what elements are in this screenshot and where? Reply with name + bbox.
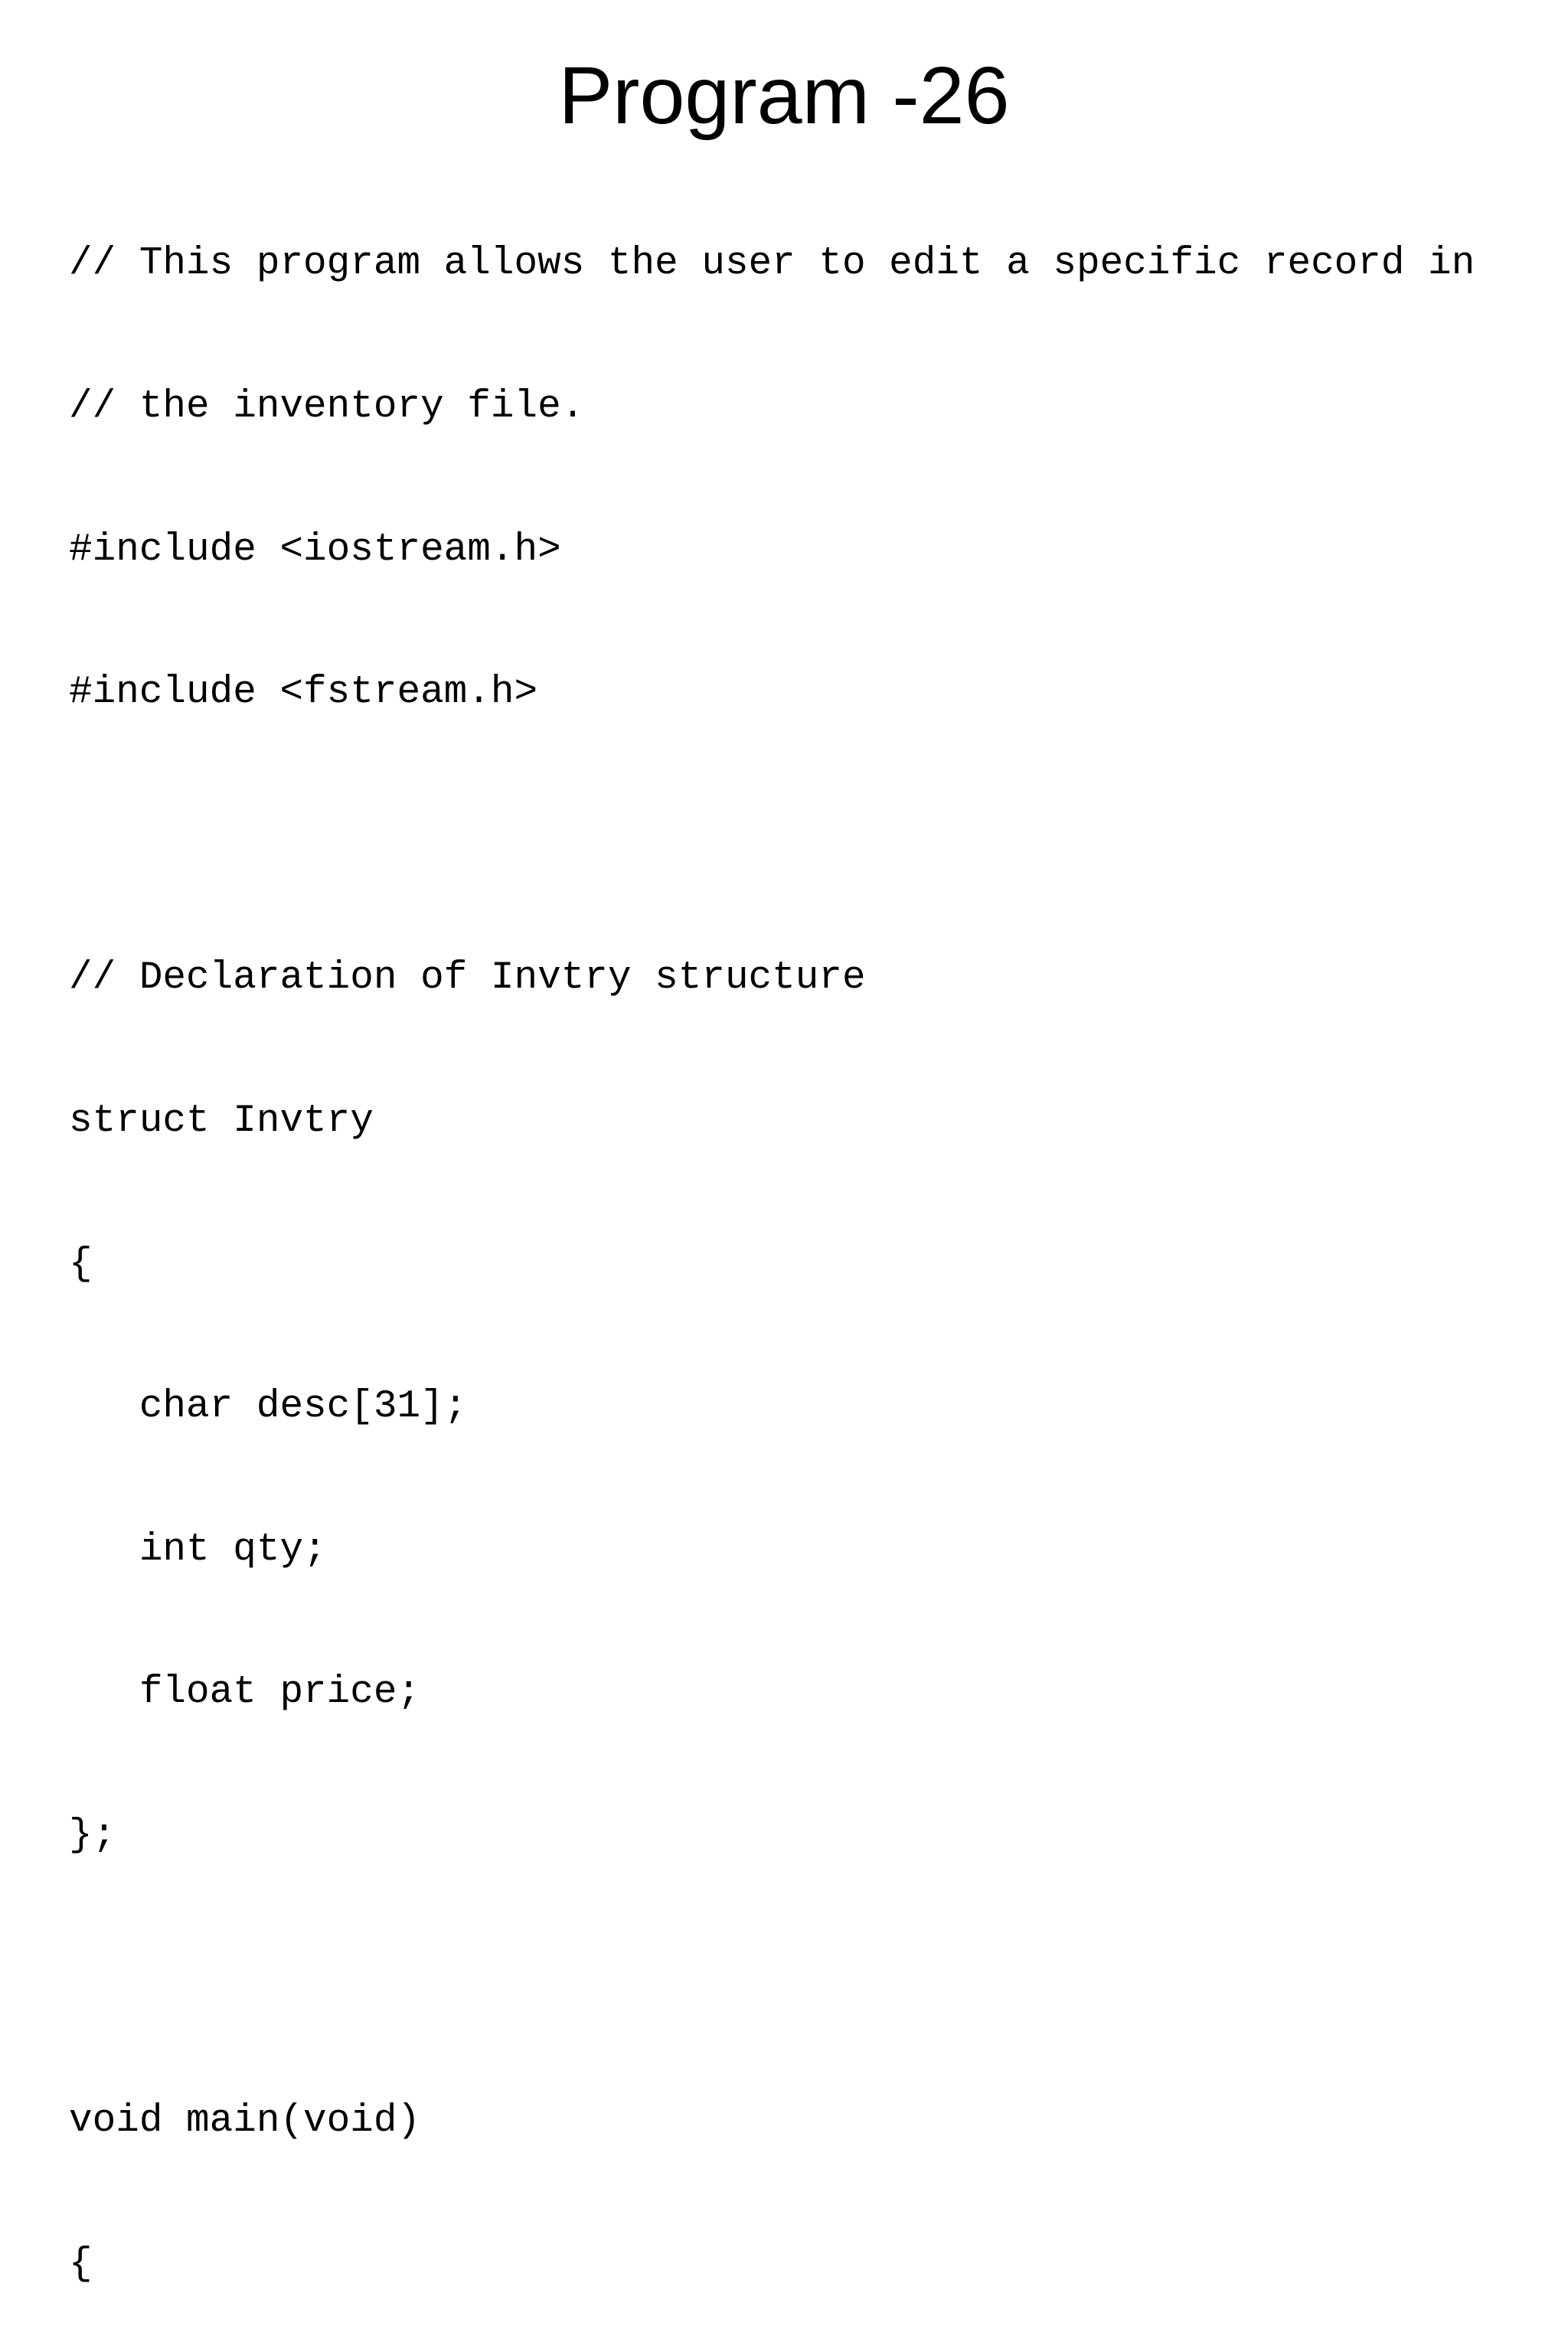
code-line: {: [69, 2242, 93, 2286]
code-line: };: [69, 1813, 116, 1857]
code-line: #include <iostream.h>: [69, 528, 561, 572]
code-line: // Declaration of Invtry structure: [69, 956, 866, 1001]
code-line: // This program allows the user to edit a specific record in: [69, 242, 1475, 286]
code-block: [69, 145, 1475, 2352]
code-line: struct Invtry: [69, 1099, 374, 1143]
slide-title: Program -26: [558, 51, 1010, 141]
code-line: #include <fstream.h>: [69, 671, 538, 715]
code-line: int qty;: [69, 1527, 327, 1572]
code-line: void main(void): [69, 2099, 421, 2144]
code-line: float price;: [69, 1671, 421, 1715]
code-line: [69, 812, 1475, 860]
code-line: char desc[31];: [69, 1385, 468, 1429]
code-line: [69, 1955, 1475, 2003]
code-line: // the inventory file.: [69, 385, 585, 429]
code-line: {: [69, 1242, 93, 1286]
